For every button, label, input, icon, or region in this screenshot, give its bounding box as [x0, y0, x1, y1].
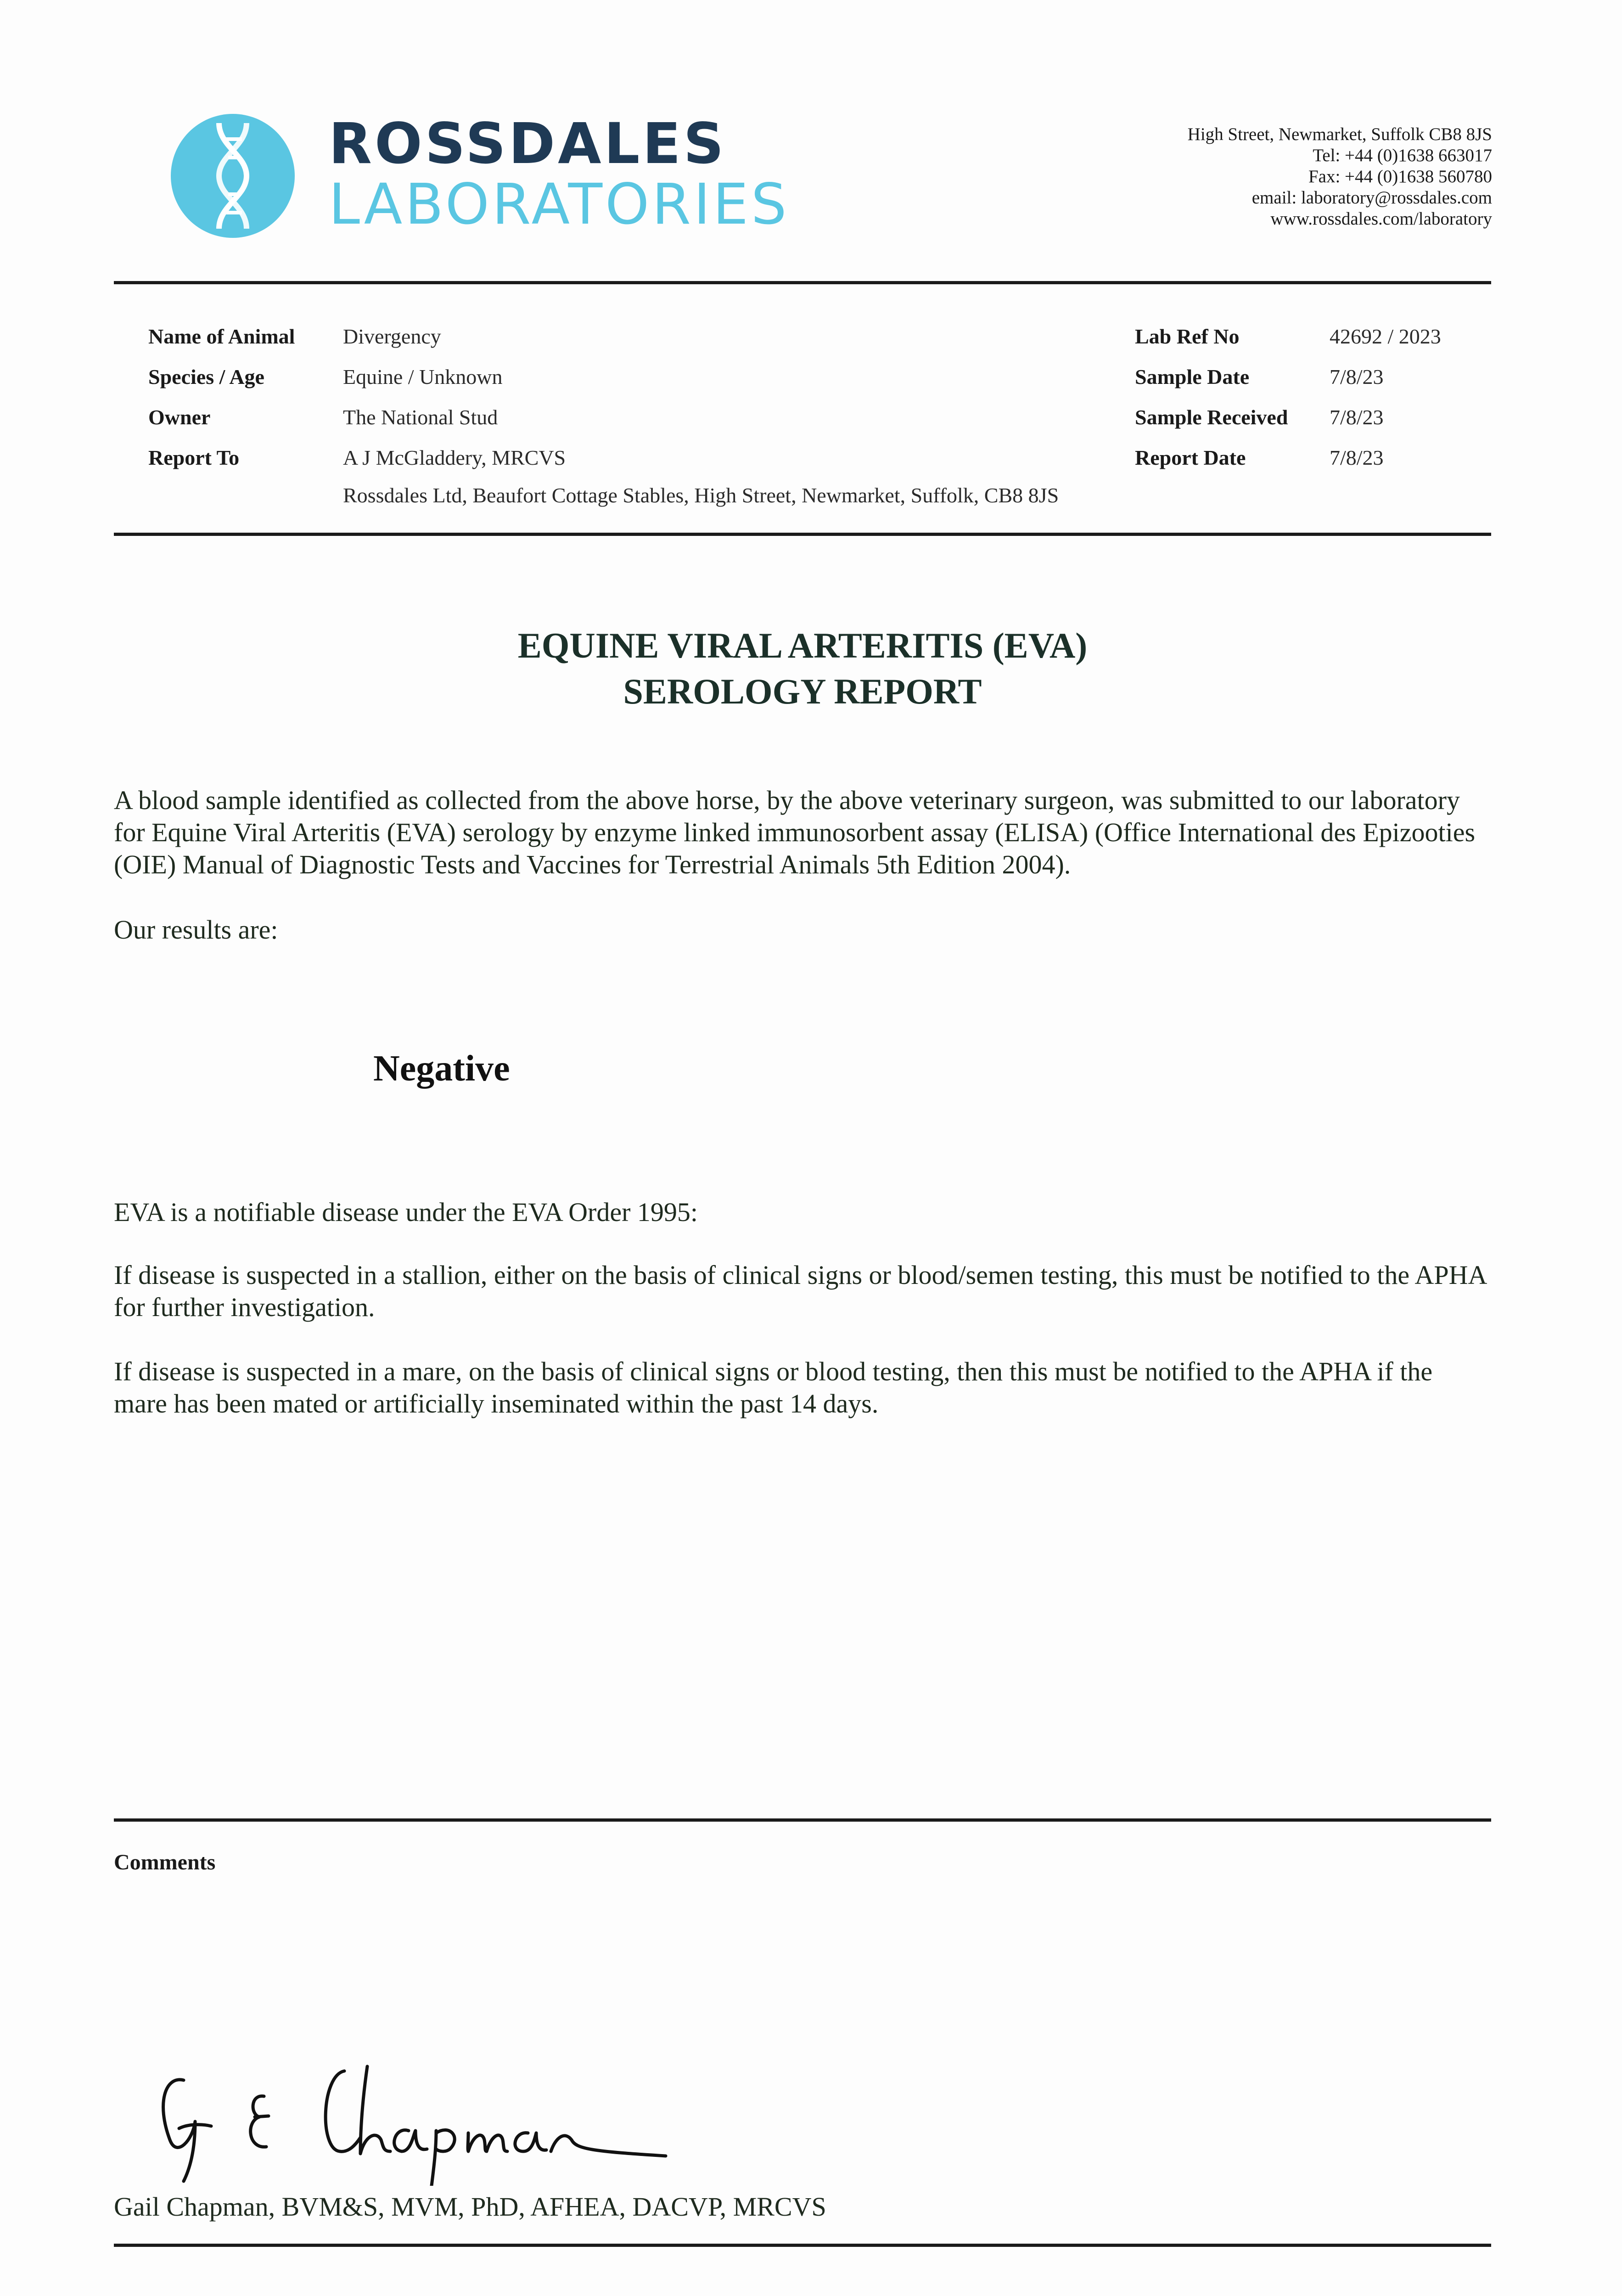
- notifiable-statement: EVA is a notifiable disease under the EVA Order 1995:: [114, 1197, 698, 1227]
- name-of-animal-value: Divergency: [343, 325, 441, 348]
- contact-address: High Street, Newmarket, Suffolk CB8 8JS: [1187, 124, 1492, 144]
- report-title-line1: EQUINE VIRAL ARTERITIS (EVA): [517, 625, 1088, 665]
- intro-paragraph: A blood sample identified as collected from the above horse, by the above veterinary surgeon, was submitted to our laboratory for Equine Viral Arteritis (EVA) serology by enzyme linked immunosorbent assay (ELISA) (Office International des Epizooties (OIE) Manual of Diagnostic Tests and Vaccines for Terrestrial Animals 5th Edition 2004).: [114, 785, 1476, 879]
- lab-ref-label: Lab Ref No: [1135, 325, 1240, 348]
- owner-value: The National Stud: [343, 405, 498, 429]
- sample-received-label: Sample Received: [1135, 405, 1288, 429]
- report-date-label: Report Date: [1135, 446, 1246, 469]
- contact-block: [1188, 124, 1492, 230]
- sample-received-value: 7/8/23: [1330, 405, 1384, 429]
- report-title: [114, 623, 1491, 715]
- owner-label: Owner: [148, 405, 211, 429]
- report-to-address: Rossdales Ltd, Beaufort Cottage Stables, High Street, Newmarket, Suffolk, CB8 8JS: [343, 484, 1059, 507]
- comments-divider: [114, 1818, 1491, 1822]
- comments-label: Comments: [114, 1850, 216, 1874]
- contact-website: www.rossdales.com/laboratory: [1270, 209, 1492, 229]
- header-divider: [114, 281, 1491, 284]
- report-title-line2: SEROLOGY REPORT: [623, 671, 982, 711]
- species-age-value: Equine / Unknown: [343, 365, 503, 388]
- sample-date-label: Sample Date: [1135, 365, 1250, 388]
- brand-name: ROSSDALES: [329, 111, 727, 176]
- report-date-value: 7/8/23: [1330, 446, 1384, 469]
- results-intro: Our results are:: [114, 915, 278, 945]
- footer-divider: [114, 2244, 1491, 2247]
- lab-ref-value: 42692 / 2023: [1330, 325, 1441, 348]
- stallion-note: If disease is suspected in a stallion, either on the basis of clinical signs or blood/semen testing, this must be notified to the APHA for further investigation.: [114, 1260, 1486, 1322]
- dna-logo-icon: [171, 114, 295, 238]
- sample-date-value: 7/8/23: [1330, 365, 1384, 388]
- handwritten-signature: [152, 2048, 670, 2186]
- contact-fax: Fax: +44 (0)1638 560780: [1308, 167, 1492, 186]
- brand-subtitle: LABORATORIES: [329, 172, 790, 237]
- report-to-value: A J McGladdery, MRCVS: [343, 446, 566, 469]
- mare-note: If disease is suspected in a mare, on the basis of clinical signs or blood testing, then this must be notified to the APHA if the mare has been mated or artificially inseminated within the past 14 days.: [114, 1356, 1433, 1418]
- contact-tel: Tel: +44 (0)1638 663017: [1313, 146, 1492, 165]
- test-result: Negative: [373, 1048, 510, 1089]
- report-to-label: Report To: [148, 446, 240, 469]
- contact-email: email: laboratory@rossdales.com: [1252, 188, 1492, 208]
- name-of-animal-label: Name of Animal: [148, 325, 295, 348]
- species-age-label: Species / Age: [148, 365, 264, 388]
- signatory-name: Gail Chapman, BVM&S, MVM, PhD, AFHEA, DACVP, MRCVS: [114, 2192, 826, 2222]
- details-divider: [114, 533, 1491, 536]
